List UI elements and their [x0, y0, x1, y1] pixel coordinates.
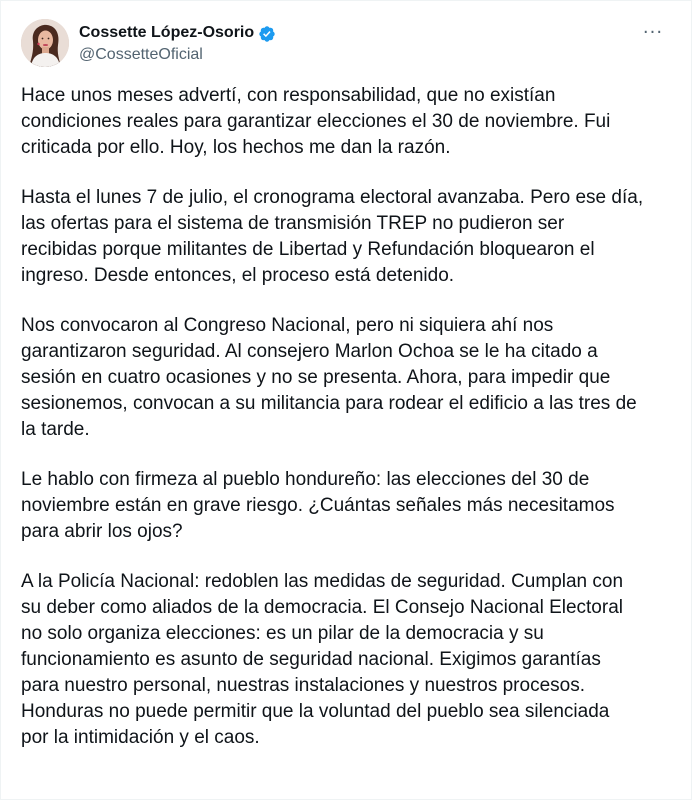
verified-badge-icon[interactable] — [258, 25, 276, 43]
author-info — [79, 21, 276, 64]
tweet-paragraph: Hasta el lunes 7 de julio, el cronograma electoral avanzaba. Pero ese día, las ofertas para el sistema de transmisión TREP no pudieron ser recibidas porque militantes de Libertad y Refundación bloquearon el ingreso. Desde entonces, el proceso está detenido. — [21, 187, 644, 286]
tweet-paragraph: Hace unos meses advertí, con responsabilidad, que no existían condiciones reales para garantizar elecciones el 30 de noviembre. Fui criticada por ello. Hoy, los hechos me dan la razón. — [21, 85, 611, 158]
tweet-text — [21, 83, 681, 775]
tweet-header — [21, 19, 673, 71]
author-avatar[interactable] — [21, 19, 69, 67]
tweet-paragraph: Nos convocaron al Congreso Nacional, pero ni siquiera ahí nos garantizaron seguridad. Al consejero Marlon Ochoa se le ha citado a sesión en cuatro ocasiones y no se presenta. Ahora, para impedir que sesionemos, convocan a su militancia para rodear el edificio a las tres de la tarde. — [21, 315, 637, 440]
tweet-paragraph: Le hablo con firmeza al pueblo hondureño: las elecciones del 30 de noviembre están en grave riesgo. ¿Cuántas señales más necesitamos para abrir los ojos? — [21, 469, 615, 542]
author-name-row[interactable] — [79, 21, 276, 45]
author-display-name[interactable]: Cossette López-Osorio — [79, 24, 255, 41]
more-options-button[interactable]: ··· — [639, 19, 667, 47]
tweet-paragraph: A la Policía Nacional: redoblen las medidas de seguridad. Cumplan con su deber como aliados de la democracia. El Consejo Nacional Electoral no solo organiza elecciones: es un pilar de la democracia y su funcionamiento es asunto de seguridad nacional. Exigimos garantías para nuestro personal, nuestras instalaciones y nuestros procesos. Honduras no puede permitir que la voluntad del pueblo sea silenciada por la intimidación y el caos. — [21, 571, 624, 748]
author-handle[interactable]: @CossetteOficial — [79, 46, 203, 63]
profile-photo-icon — [21, 19, 69, 67]
